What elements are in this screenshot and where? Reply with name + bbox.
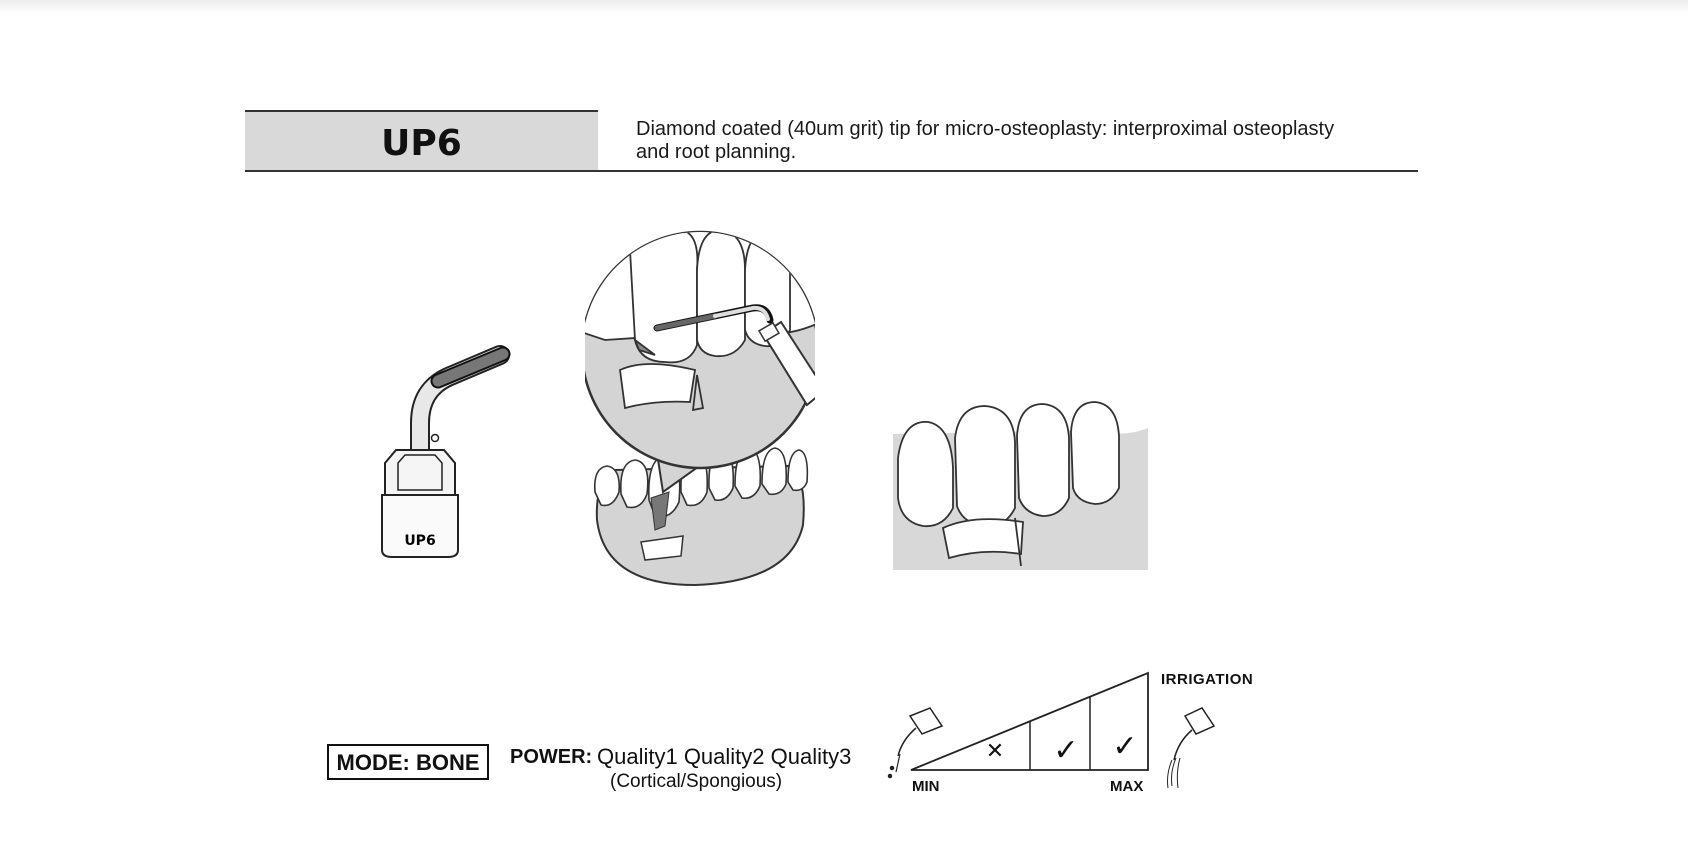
handpiece-max-icon bbox=[1168, 708, 1215, 788]
power-values: Quality1 Quality2 Quality3 bbox=[597, 744, 852, 769]
power-label: POWER: bbox=[510, 746, 593, 768]
mode-badge bbox=[327, 744, 489, 780]
power-subtitle: (Cortical/Spongious) bbox=[610, 771, 783, 792]
description-line-1: Diamond coated (40um grit) tip for micro-osteoplasty: interproximal osteoplasty bbox=[636, 118, 1335, 140]
tip-illustration bbox=[370, 345, 520, 565]
mode-label: MODE: BONE bbox=[336, 750, 480, 775]
level-2-mark: ✓ bbox=[1053, 734, 1079, 767]
tip-engraving: UP6 bbox=[404, 533, 436, 549]
irrigation-max-label: MAX bbox=[1110, 778, 1144, 795]
level-3-mark: ✓ bbox=[1112, 730, 1138, 763]
top-shadow-bar bbox=[0, 0, 1688, 14]
model-title: UP6 bbox=[381, 123, 462, 164]
description-line-2: and root planning. bbox=[636, 141, 797, 163]
level-1-mark: ✕ bbox=[985, 738, 1005, 763]
model-title-box bbox=[245, 110, 598, 172]
jaw-magnified-illustration bbox=[585, 230, 815, 590]
irrigation-min-label: MIN bbox=[912, 778, 940, 795]
result-illustration bbox=[893, 398, 1148, 570]
irrigation-label: IRRIGATION bbox=[1161, 671, 1254, 688]
tip-description bbox=[636, 118, 1396, 164]
header-rule bbox=[598, 170, 1418, 172]
